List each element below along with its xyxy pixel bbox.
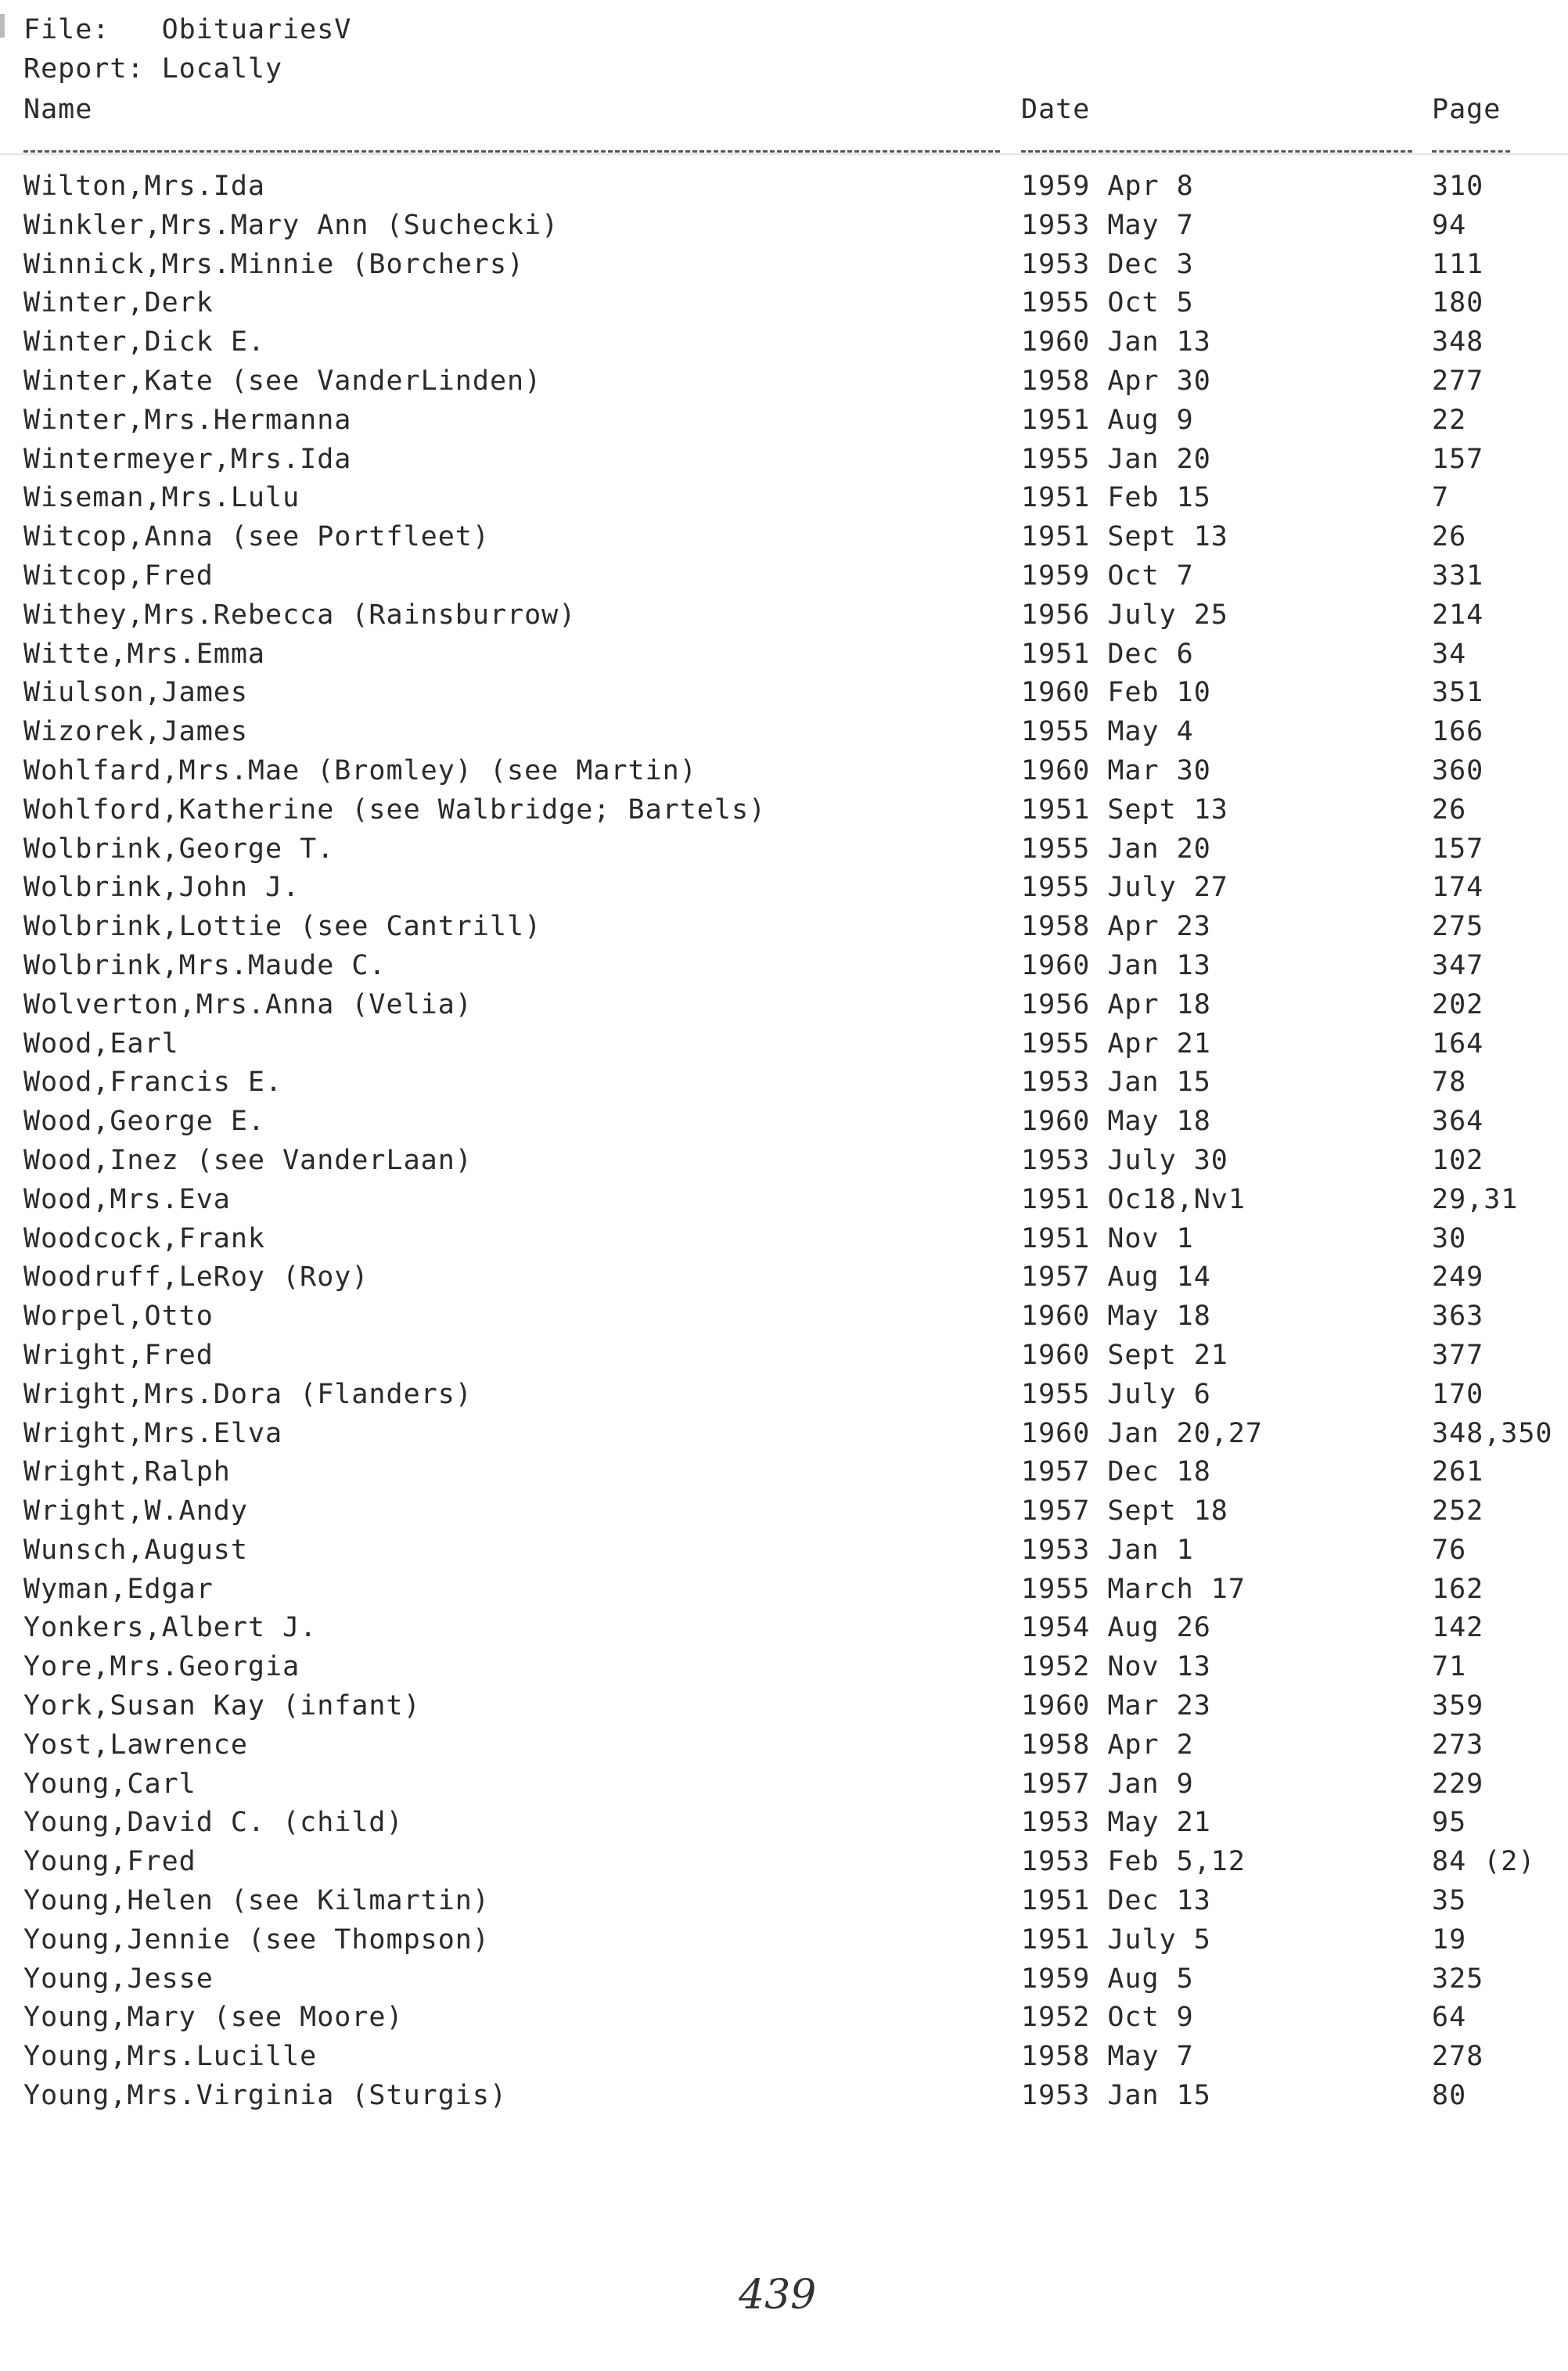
obituary-page-cell: 95 bbox=[1432, 1807, 1467, 1839]
obituary-page-cell: 348,350 bbox=[1432, 1417, 1553, 1449]
obituary-date-cell: 1953 Jan 15 bbox=[1021, 1067, 1211, 1099]
table-row bbox=[0, 1846, 1568, 1885]
table-row bbox=[0, 2080, 1568, 2119]
obituary-date-cell: 1960 Jan 13 bbox=[1021, 949, 1211, 981]
obituary-page-cell: 94 bbox=[1432, 209, 1467, 241]
obituary-date-cell: 1955 March 17 bbox=[1021, 1573, 1246, 1605]
obituary-date-cell: 1954 Aug 26 bbox=[1021, 1612, 1211, 1644]
column-header-page: Page bbox=[1432, 94, 1501, 125]
obituary-name-cell: Winkler,Mrs.Mary Ann (Suchecki) bbox=[23, 209, 559, 241]
obituary-date-cell: 1959 Aug 5 bbox=[1021, 1963, 1194, 1995]
obituary-date-cell: 1951 Sept 13 bbox=[1021, 521, 1228, 553]
obituary-name-cell: Young,Helen (see Kilmartin) bbox=[23, 1885, 490, 1917]
obituary-date-cell: 1958 Apr 23 bbox=[1021, 911, 1211, 943]
obituary-name-cell: Wiulson,James bbox=[23, 677, 248, 709]
obituary-page-cell: 84 (2) bbox=[1432, 1846, 1536, 1878]
obituary-date-cell: 1956 Apr 18 bbox=[1021, 988, 1211, 1020]
obituary-page-cell: 34 bbox=[1432, 638, 1467, 670]
table-row bbox=[0, 1495, 1568, 1534]
table-row bbox=[0, 950, 1568, 989]
table-row bbox=[0, 1690, 1568, 1729]
obituary-name-cell: Wright,Fred bbox=[23, 1339, 214, 1371]
obituary-name-cell: Wiseman,Mrs.Lulu bbox=[23, 482, 300, 514]
column-header-date: Date bbox=[1021, 94, 1091, 125]
obituary-date-cell: 1956 July 25 bbox=[1021, 599, 1228, 631]
report-line bbox=[23, 53, 282, 85]
obituary-name-cell: Witcop,Fred bbox=[23, 559, 214, 592]
obituary-date-cell: 1951 Dec 13 bbox=[1021, 1885, 1211, 1917]
table-row bbox=[0, 1924, 1568, 1963]
obituary-date-cell: 1951 Oc18,Nv1 bbox=[1021, 1183, 1246, 1215]
obituary-page-cell: 170 bbox=[1432, 1378, 1484, 1410]
obituary-date-cell: 1959 Apr 8 bbox=[1021, 171, 1194, 202]
table-row bbox=[0, 1534, 1568, 1574]
obituary-page-cell: 377 bbox=[1432, 1339, 1484, 1371]
file-label: File: bbox=[23, 14, 110, 45]
report-value: Locally bbox=[161, 53, 283, 85]
table-row bbox=[0, 677, 1568, 716]
obituary-page-cell: 360 bbox=[1432, 754, 1484, 786]
obituary-name-cell: Yonkers,Albert J. bbox=[23, 1612, 318, 1644]
obituary-name-cell: Young,Jesse bbox=[23, 1963, 214, 1995]
table-row bbox=[0, 560, 1568, 599]
obituary-name-cell: Wolbrink,Mrs.Maude C. bbox=[23, 949, 387, 981]
obituary-date-cell: 1955 Jan 20 bbox=[1021, 833, 1211, 865]
obituary-page-cell: 275 bbox=[1432, 911, 1484, 943]
obituary-date-cell: 1951 Aug 9 bbox=[1021, 404, 1194, 436]
obituary-page-cell: 71 bbox=[1432, 1651, 1467, 1683]
table-row bbox=[0, 989, 1568, 1028]
obituary-date-cell: 1955 Oct 5 bbox=[1021, 287, 1194, 319]
obituary-name-cell: Winter,Kate (see VanderLinden) bbox=[23, 365, 542, 397]
obituary-date-cell: 1958 Apr 2 bbox=[1021, 1729, 1194, 1761]
obituary-date-cell: 1960 Feb 10 bbox=[1021, 677, 1211, 709]
obituary-page-cell: 214 bbox=[1432, 599, 1484, 631]
obituary-page-cell: 76 bbox=[1432, 1534, 1467, 1566]
obituary-page-cell: 157 bbox=[1432, 833, 1484, 865]
obituary-date-cell: 1951 Sept 13 bbox=[1021, 793, 1228, 826]
obituary-name-cell: Woodcock,Frank bbox=[23, 1222, 266, 1254]
obituary-name-cell: Wood,Earl bbox=[23, 1027, 179, 1060]
obituary-name-cell: York,Susan Kay (infant) bbox=[23, 1690, 421, 1722]
obituary-name-cell: Wolbrink,John J. bbox=[23, 872, 300, 904]
table-row bbox=[0, 1261, 1568, 1301]
page-column-rule bbox=[1432, 150, 1510, 153]
obituary-name-cell: Wright,Mrs.Dora (Flanders) bbox=[23, 1378, 473, 1410]
obituary-date-cell: 1960 Mar 23 bbox=[1021, 1690, 1211, 1722]
table-row bbox=[0, 326, 1568, 365]
obituary-page-cell: 310 bbox=[1432, 171, 1484, 202]
table-row bbox=[0, 1963, 1568, 2002]
obituary-date-cell: 1955 Apr 21 bbox=[1021, 1027, 1211, 1060]
obituary-name-cell: Wunsch,August bbox=[23, 1534, 248, 1566]
obituary-page-cell: 111 bbox=[1432, 248, 1484, 280]
obituary-name-cell: Wolbrink,George T. bbox=[23, 833, 335, 865]
table-row bbox=[0, 1301, 1568, 1340]
obituary-date-cell: 1960 Mar 30 bbox=[1021, 754, 1211, 786]
table-row bbox=[0, 755, 1568, 794]
obituary-page-cell: 348 bbox=[1432, 326, 1484, 358]
obituary-name-cell: Woodruff,LeRoy (Roy) bbox=[23, 1261, 369, 1293]
obituary-date-cell: 1951 Nov 1 bbox=[1021, 1222, 1194, 1254]
table-row bbox=[0, 1028, 1568, 1067]
obituary-name-cell: Wohlfard,Mrs.Mae (Bromley) (see Martin) bbox=[23, 754, 697, 786]
obituary-date-cell: 1951 July 5 bbox=[1021, 1923, 1211, 1955]
obituary-date-cell: 1960 Sept 21 bbox=[1021, 1339, 1228, 1371]
table-row bbox=[0, 365, 1568, 405]
table-row bbox=[0, 482, 1568, 521]
obituary-name-cell: Winnick,Mrs.Minnie (Borchers) bbox=[23, 248, 525, 280]
obituary-page-cell: 359 bbox=[1432, 1690, 1484, 1722]
table-row bbox=[0, 444, 1568, 483]
obituary-name-cell: Young,Mrs.Virginia (Sturgis) bbox=[23, 2080, 508, 2112]
table-row bbox=[0, 249, 1568, 288]
table-row bbox=[0, 911, 1568, 950]
obituary-date-cell: 1960 May 18 bbox=[1021, 1301, 1211, 1333]
obituary-page-cell: 261 bbox=[1432, 1456, 1484, 1488]
report-label: Report: bbox=[23, 53, 145, 85]
obituary-date-cell: 1952 Nov 13 bbox=[1021, 1651, 1211, 1683]
obituary-page-cell: 78 bbox=[1432, 1067, 1467, 1099]
obituary-name-cell: Wolbrink,Lottie (see Cantrill) bbox=[23, 911, 542, 943]
table-row bbox=[0, 794, 1568, 833]
obituary-table bbox=[0, 171, 1568, 2119]
obituary-name-cell: Wood,George E. bbox=[23, 1106, 266, 1138]
obituary-name-cell: Winter,Dick E. bbox=[23, 326, 266, 358]
table-row bbox=[0, 2041, 1568, 2080]
obituary-page-cell: 351 bbox=[1432, 677, 1484, 709]
obituary-name-cell: Young,Mary (see Moore) bbox=[23, 2002, 404, 2034]
obituary-page-cell: 277 bbox=[1432, 365, 1484, 397]
table-row bbox=[0, 833, 1568, 872]
table-row bbox=[0, 1223, 1568, 1262]
obituary-date-cell: 1958 May 7 bbox=[1021, 2041, 1194, 2073]
obituary-name-cell: Withey,Mrs.Rebecca (Rainsburrow) bbox=[23, 599, 577, 631]
obituary-page-cell: 180 bbox=[1432, 287, 1484, 319]
obituary-date-cell: 1957 Sept 18 bbox=[1021, 1495, 1228, 1527]
obituary-date-cell: 1960 Jan 20,27 bbox=[1021, 1417, 1264, 1449]
table-row bbox=[0, 1612, 1568, 1651]
obituary-page-cell: 229 bbox=[1432, 1768, 1484, 1800]
obituary-name-cell: Worpel,Otto bbox=[23, 1301, 214, 1333]
obituary-name-cell: Wright,Ralph bbox=[23, 1456, 231, 1488]
obituary-page-cell: 157 bbox=[1432, 443, 1484, 475]
obituary-page-cell: 174 bbox=[1432, 872, 1484, 904]
obituary-name-cell: Yore,Mrs.Georgia bbox=[23, 1651, 300, 1683]
obituary-page-cell: 325 bbox=[1432, 1963, 1484, 1995]
obituary-date-cell: 1960 May 18 bbox=[1021, 1106, 1211, 1138]
obituary-date-cell: 1953 Jan 1 bbox=[1021, 1534, 1194, 1566]
table-row bbox=[0, 210, 1568, 249]
obituary-date-cell: 1955 May 4 bbox=[1021, 716, 1194, 748]
obituary-name-cell: Winter,Derk bbox=[23, 287, 214, 319]
table-row bbox=[0, 521, 1568, 560]
obituary-name-cell: Witcop,Anna (see Portfleet) bbox=[23, 521, 490, 553]
obituary-page-cell: 166 bbox=[1432, 716, 1484, 748]
table-row bbox=[0, 1768, 1568, 1808]
obituary-date-cell: 1955 July 27 bbox=[1021, 872, 1228, 904]
obituary-name-cell: Wintermeyer,Mrs.Ida bbox=[23, 443, 352, 475]
obituary-name-cell: Young,Fred bbox=[23, 1846, 196, 1878]
obituary-page-cell: 19 bbox=[1432, 1923, 1467, 1955]
obituary-date-cell: 1960 Jan 13 bbox=[1021, 326, 1211, 358]
obituary-name-cell: Wolverton,Mrs.Anna (Velia) bbox=[23, 988, 473, 1020]
obituary-page-cell: 364 bbox=[1432, 1106, 1484, 1138]
table-row bbox=[0, 1106, 1568, 1145]
obituary-name-cell: Young,David C. (child) bbox=[23, 1807, 404, 1839]
obituary-page-cell: 331 bbox=[1432, 559, 1484, 592]
table-row bbox=[0, 639, 1568, 678]
table-row bbox=[0, 405, 1568, 444]
obituary-date-cell: 1955 July 6 bbox=[1021, 1378, 1211, 1410]
table-row bbox=[0, 1418, 1568, 1457]
obituary-page-cell: 249 bbox=[1432, 1261, 1484, 1293]
name-column-rule bbox=[23, 150, 1000, 153]
table-row bbox=[0, 1145, 1568, 1184]
obituary-date-cell: 1957 Aug 14 bbox=[1021, 1261, 1211, 1293]
obituary-name-cell: Wizorek,James bbox=[23, 716, 248, 748]
obituary-date-cell: 1952 Oct 9 bbox=[1021, 2002, 1194, 2034]
obituary-date-cell: 1955 Jan 20 bbox=[1021, 443, 1211, 475]
obituary-name-cell: Witte,Mrs.Emma bbox=[23, 638, 266, 670]
obituary-page-cell: 273 bbox=[1432, 1729, 1484, 1761]
obituary-page-cell: 7 bbox=[1432, 482, 1450, 514]
table-row bbox=[0, 1379, 1568, 1418]
table-row bbox=[0, 872, 1568, 911]
table-row bbox=[0, 2002, 1568, 2041]
obituary-page-cell: 142 bbox=[1432, 1612, 1484, 1644]
obituary-page-cell: 347 bbox=[1432, 949, 1484, 981]
obituary-name-cell: Wilton,Mrs.Ida bbox=[23, 171, 266, 202]
obituary-date-cell: 1951 Dec 6 bbox=[1021, 638, 1194, 670]
table-row bbox=[0, 599, 1568, 639]
obituary-name-cell: Wood,Mrs.Eva bbox=[23, 1183, 231, 1215]
obituary-name-cell: Wright,W.Andy bbox=[23, 1495, 248, 1527]
obituary-page-cell: 30 bbox=[1432, 1222, 1467, 1254]
obituary-page-cell: 64 bbox=[1432, 2002, 1467, 2034]
date-column-rule bbox=[1021, 150, 1412, 153]
obituary-name-cell: Wohlford,Katherine (see Walbridge; Bartels) bbox=[23, 793, 767, 826]
obituary-page-cell: 22 bbox=[1432, 404, 1467, 436]
obituary-name-cell: Young,Carl bbox=[23, 1768, 196, 1800]
obituary-page-cell: 252 bbox=[1432, 1495, 1484, 1527]
obituary-date-cell: 1958 Apr 30 bbox=[1021, 365, 1211, 397]
obituary-page-cell: 202 bbox=[1432, 988, 1484, 1020]
obituary-page-cell: 26 bbox=[1432, 793, 1467, 826]
table-row bbox=[0, 1184, 1568, 1223]
obituary-date-cell: 1953 Feb 5,12 bbox=[1021, 1846, 1246, 1878]
obituary-date-cell: 1953 May 21 bbox=[1021, 1807, 1211, 1839]
obituary-page-cell: 29,31 bbox=[1432, 1183, 1519, 1215]
obituary-page-cell: 162 bbox=[1432, 1573, 1484, 1605]
table-row bbox=[0, 716, 1568, 755]
table-row bbox=[0, 1340, 1568, 1379]
obituary-name-cell: Young,Mrs.Lucille bbox=[23, 2041, 318, 2073]
obituary-name-cell: Winter,Mrs.Hermanna bbox=[23, 404, 352, 436]
column-header-name: Name bbox=[23, 94, 93, 125]
margin-mark bbox=[0, 14, 5, 38]
obituary-date-cell: 1957 Dec 18 bbox=[1021, 1456, 1211, 1488]
file-value: ObituariesV bbox=[161, 14, 352, 45]
obituary-date-cell: 1953 Dec 3 bbox=[1021, 248, 1194, 280]
obituary-date-cell: 1957 Jan 9 bbox=[1021, 1768, 1194, 1800]
obituary-page-cell: 363 bbox=[1432, 1301, 1484, 1333]
obituary-date-cell: 1953 Jan 15 bbox=[1021, 2080, 1211, 2112]
obituary-date-cell: 1953 May 7 bbox=[1021, 209, 1194, 241]
table-row bbox=[0, 1067, 1568, 1106]
obituary-date-cell: 1951 Feb 15 bbox=[1021, 482, 1211, 514]
table-row bbox=[0, 1456, 1568, 1495]
table-row bbox=[0, 1885, 1568, 1924]
handwritten-page-number: 439 bbox=[739, 2272, 817, 2319]
table-row bbox=[0, 1574, 1568, 1613]
obituary-page-cell: 26 bbox=[1432, 521, 1467, 553]
obituary-page-cell: 80 bbox=[1432, 2080, 1467, 2112]
obituary-date-cell: 1953 July 30 bbox=[1021, 1144, 1228, 1176]
obituary-name-cell: Wood,Inez (see VanderLaan) bbox=[23, 1144, 473, 1176]
obituary-page-cell: 164 bbox=[1432, 1027, 1484, 1060]
table-row bbox=[0, 1729, 1568, 1768]
obituary-page-cell: 278 bbox=[1432, 2041, 1484, 2073]
table-row bbox=[0, 1651, 1568, 1690]
obituary-name-cell: Young,Jennie (see Thompson) bbox=[23, 1923, 490, 1955]
obituary-page-cell: 102 bbox=[1432, 1144, 1484, 1176]
file-line bbox=[23, 14, 351, 45]
table-row bbox=[0, 1807, 1568, 1846]
obituary-name-cell: Yost,Lawrence bbox=[23, 1729, 248, 1761]
table-row bbox=[0, 287, 1568, 326]
obituary-name-cell: Wyman,Edgar bbox=[23, 1573, 214, 1605]
obituary-date-cell: 1959 Oct 7 bbox=[1021, 559, 1194, 592]
obituary-name-cell: Wright,Mrs.Elva bbox=[23, 1417, 283, 1449]
obituary-name-cell: Wood,Francis E. bbox=[23, 1067, 283, 1099]
page-top-rule bbox=[0, 153, 1568, 155]
obituary-page-cell: 35 bbox=[1432, 1885, 1467, 1917]
table-row bbox=[0, 171, 1568, 210]
